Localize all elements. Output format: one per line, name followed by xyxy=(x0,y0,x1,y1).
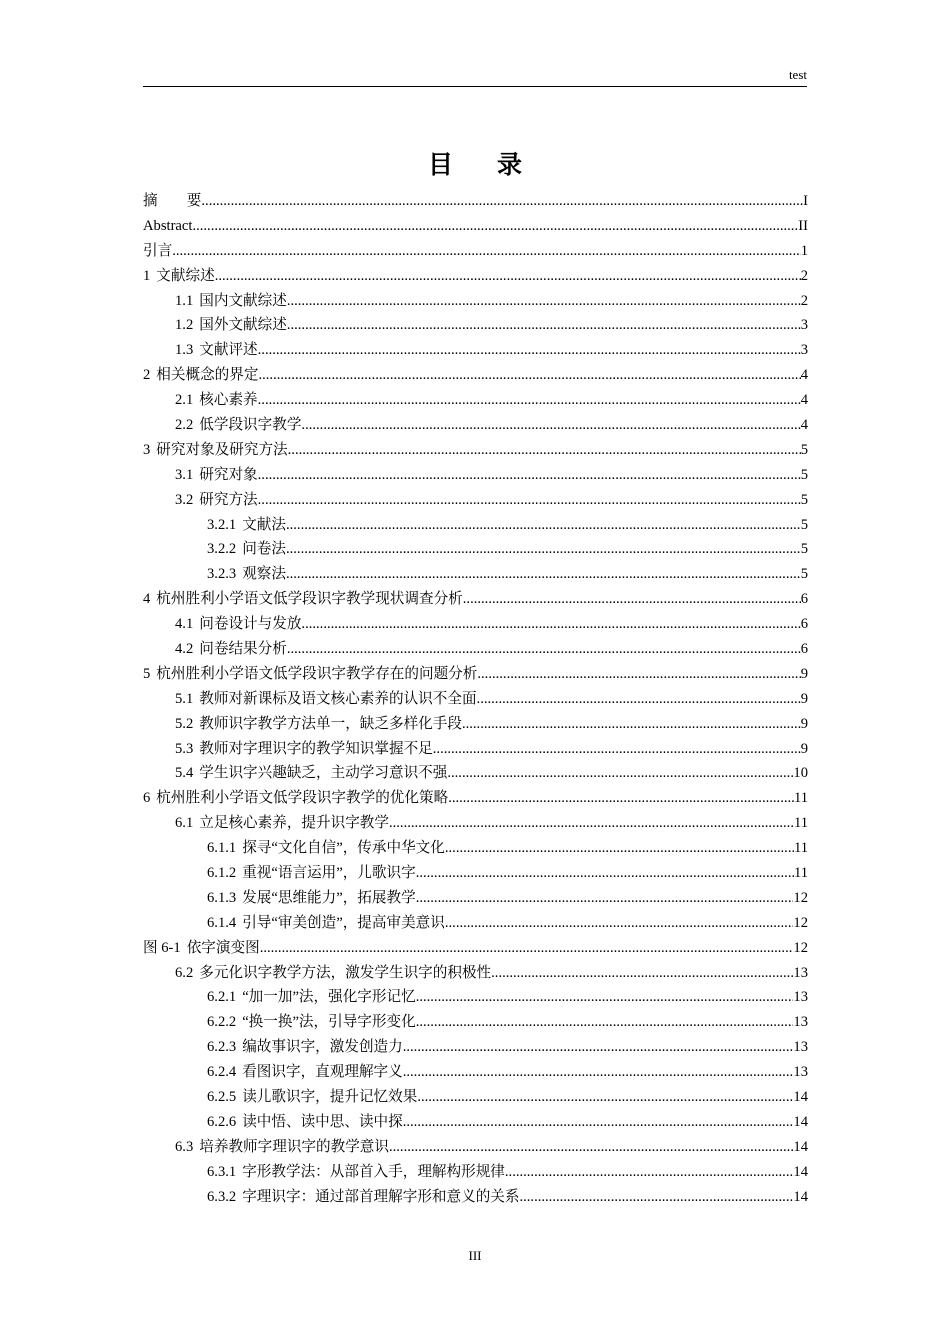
toc-entry-text: 字理识字：通过部首理解字形和意义的关系 xyxy=(242,1188,520,1205)
toc-entry-page: 9 xyxy=(800,740,808,757)
dot-leader xyxy=(445,911,794,936)
toc-entry[interactable] xyxy=(143,1060,808,1085)
toc-entry-label xyxy=(207,836,445,861)
toc-entry-text: 问卷设计与发放 xyxy=(199,616,302,633)
toc-entry-text: 读中悟、读中思、读中探 xyxy=(242,1113,403,1130)
toc-entry-text: 学生识字兴趣缺乏，主动学习意识不强 xyxy=(199,765,448,782)
toc-entry[interactable] xyxy=(143,1035,808,1060)
toc-entry[interactable] xyxy=(143,1160,808,1185)
toc-entry[interactable] xyxy=(143,363,808,388)
dot-leader xyxy=(287,289,801,314)
toc-entry-page: 5 xyxy=(800,516,808,533)
toc-entry-label xyxy=(175,463,258,488)
toc-entry-label xyxy=(175,811,389,836)
toc-entry-page: 14 xyxy=(793,1138,808,1155)
dot-leader xyxy=(416,861,794,886)
toc-entry-number: 图 6-1 xyxy=(143,939,181,956)
toc-entry-number: 3.2.1 xyxy=(207,516,237,533)
toc-entry-number: 3.2 xyxy=(175,491,194,508)
page-number: III xyxy=(468,1248,482,1263)
dot-leader xyxy=(447,761,793,786)
toc-entry-number: 5.3 xyxy=(175,740,194,757)
toc-entry-page: 12 xyxy=(793,939,808,956)
toc-entry-number: 6.3.2 xyxy=(207,1188,237,1205)
toc-entry-number: 5.4 xyxy=(175,765,194,782)
toc-entry[interactable] xyxy=(143,786,808,811)
toc-entry-number: 5.2 xyxy=(175,715,194,732)
toc-entry[interactable] xyxy=(143,1135,808,1160)
toc-entry[interactable] xyxy=(143,986,808,1011)
toc-entry[interactable] xyxy=(143,463,808,488)
toc-entry-number: 2 xyxy=(143,367,151,384)
toc-entry-text: 字形教学法：从部首入手，理解构形规律 xyxy=(242,1163,505,1180)
toc-entry-page: 12 xyxy=(793,914,808,931)
toc-entry-label xyxy=(143,363,258,388)
dot-leader xyxy=(433,737,801,762)
toc-entry-page: 11 xyxy=(793,865,808,882)
toc-entry[interactable] xyxy=(143,861,808,886)
dot-leader xyxy=(286,537,801,562)
toc-entry[interactable] xyxy=(143,189,808,214)
dot-leader xyxy=(287,637,801,662)
toc-entry-text: 引言 xyxy=(143,242,173,259)
toc-entry-number: 6.1.4 xyxy=(207,914,237,931)
toc-entry-text: 研究对象 xyxy=(199,466,258,483)
running-header: test xyxy=(788,67,807,82)
toc-entry[interactable] xyxy=(143,537,808,562)
toc-entry-number: 6.2.6 xyxy=(207,1113,237,1130)
toc-entry-label xyxy=(175,761,447,786)
dot-leader xyxy=(258,388,801,413)
toc-entry-page: 10 xyxy=(793,765,808,782)
dot-leader xyxy=(416,1010,794,1035)
toc-entry-text: 重视“语言运用”，儿歌识字 xyxy=(242,865,416,882)
toc-entry[interactable] xyxy=(143,488,808,513)
dot-leader xyxy=(258,488,801,513)
toc-entry-text: 探寻“文化自信”，传承中华文化 xyxy=(242,840,445,857)
toc-entry[interactable] xyxy=(143,413,808,438)
dot-leader xyxy=(477,662,800,687)
dot-leader xyxy=(286,562,801,587)
toc-entry-text: “加一加”法，强化字形记忆 xyxy=(242,989,416,1006)
toc-entry-label xyxy=(175,637,287,662)
toc-entry[interactable] xyxy=(143,811,808,836)
toc-entry-text: 杭州胜利小学语文低学段识字教学现状调查分析 xyxy=(156,591,463,608)
toc-entry-number: 5 xyxy=(143,665,151,682)
toc-entry-label xyxy=(175,737,433,762)
toc-entry-number: 2.2 xyxy=(175,417,194,433)
dot-leader xyxy=(463,587,801,612)
toc-entry-number: 6.3 xyxy=(175,1138,194,1155)
toc-entry-text: 教师对字理识字的教学知识掌握不足 xyxy=(199,740,433,757)
toc-entry-number: 4.2 xyxy=(175,641,194,658)
toc-entry-label xyxy=(143,189,201,214)
toc-entry-page: 5 xyxy=(800,441,808,458)
toc-entry-text: 文献法 xyxy=(242,516,286,533)
toc-entry-label xyxy=(143,214,192,239)
toc-entry-number: 6.1.3 xyxy=(207,889,237,906)
toc-entry-page: 3 xyxy=(800,317,808,334)
toc-entry[interactable] xyxy=(143,587,808,612)
toc-entry-text: 教师对新课标及语文核心素养的认识不全面 xyxy=(199,690,477,707)
toc-entry-number: 5.1 xyxy=(175,690,194,707)
toc-entry[interactable] xyxy=(143,836,808,861)
toc-entry-number: 6.1 xyxy=(175,815,194,832)
dot-leader xyxy=(519,1185,793,1210)
toc-entry[interactable] xyxy=(143,1085,808,1110)
toc-entry-number: 6.1.2 xyxy=(207,865,237,882)
toc-entry-page: 6 xyxy=(800,641,808,658)
toc-entry-text: 相关概念的界定 xyxy=(156,367,259,384)
dot-leader xyxy=(416,986,794,1011)
dot-leader xyxy=(301,612,800,637)
toc-entry-page: 11 xyxy=(793,840,808,857)
toc-entry-number: 6.3.1 xyxy=(207,1163,237,1180)
toc-entry-label xyxy=(175,712,462,737)
toc-entry-page: 13 xyxy=(793,1039,808,1056)
dot-leader xyxy=(258,338,801,363)
toc-entry-page: 2 xyxy=(800,292,808,309)
toc-entry-page: 2 xyxy=(800,267,808,284)
toc-entry-page: 3 xyxy=(800,342,808,359)
toc-entry-number: 6.2.1 xyxy=(207,989,237,1006)
toc-entry-text: 摘 要 xyxy=(143,192,202,209)
toc-entry-number: 6.2.4 xyxy=(207,1064,237,1081)
toc-entry-label xyxy=(175,1135,389,1160)
toc-entry-number: 1 xyxy=(143,267,151,284)
toc-entry-label xyxy=(207,562,286,587)
toc-entry-text: 引导“审美创造”，提高审美意识 xyxy=(242,914,445,931)
toc-entry-number: 3.2.3 xyxy=(207,566,237,583)
dot-leader xyxy=(260,936,794,961)
toc-entry[interactable] xyxy=(143,886,808,911)
toc-entry-text: 多元化识字教学方法，激发学生识字的积极性 xyxy=(199,964,492,981)
toc-entry-label xyxy=(175,961,491,986)
toc-entry-label xyxy=(143,786,448,811)
toc-entry-page: 13 xyxy=(793,989,808,1006)
toc-entry-number: 3.2.2 xyxy=(207,541,237,558)
toc-entry-label xyxy=(143,587,463,612)
toc-entry-text: “换一换”法，引导字形变化 xyxy=(242,1014,416,1031)
toc-entry[interactable] xyxy=(143,961,808,986)
toc-entry[interactable] xyxy=(143,313,808,338)
toc-entry-label xyxy=(143,264,215,289)
toc-entry[interactable] xyxy=(143,712,808,737)
dot-leader xyxy=(301,413,800,438)
toc-entry-text: 依字演变图 xyxy=(186,939,260,956)
toc-entry-number: 6 xyxy=(143,790,151,807)
toc-entry-text: 核心素养 xyxy=(199,392,258,409)
toc-entry-text: 杭州胜利小学语文低学段识字教学的优化策略 xyxy=(156,790,449,807)
toc-entry-label xyxy=(207,911,445,936)
toc-entry-page: 14 xyxy=(793,1089,808,1106)
toc-entry-text: 研究方法 xyxy=(199,491,258,508)
toc-entry-number: 6.1.1 xyxy=(207,840,237,857)
toc-entry-page: 5 xyxy=(800,491,808,508)
toc-entry[interactable] xyxy=(143,562,808,587)
toc-entry-text: 读儿歌识字，提升记忆效果 xyxy=(242,1089,418,1106)
toc-entry[interactable] xyxy=(143,214,808,239)
toc-entry-label xyxy=(175,687,477,712)
toc-entry-page: 14 xyxy=(793,1113,808,1130)
toc-entry[interactable] xyxy=(143,289,808,314)
dot-leader xyxy=(462,712,801,737)
table-of-contents xyxy=(143,189,808,1210)
toc-entry-page: 5 xyxy=(800,566,808,583)
toc-entry[interactable] xyxy=(143,737,808,762)
dot-leader xyxy=(477,687,801,712)
toc-entry[interactable] xyxy=(143,662,808,687)
dot-leader xyxy=(201,189,803,214)
toc-entry-text: 看图识字，直观理解字义 xyxy=(242,1064,403,1081)
toc-entry[interactable] xyxy=(143,1010,808,1035)
toc-entry-label xyxy=(207,513,286,538)
toc-entry-page: 4 xyxy=(800,392,808,409)
dot-leader xyxy=(416,886,794,911)
dot-leader xyxy=(403,1060,794,1085)
toc-entry[interactable] xyxy=(143,438,808,463)
dot-leader xyxy=(505,1160,794,1185)
toc-entry-page: 9 xyxy=(800,665,808,682)
toc-entry[interactable] xyxy=(143,264,808,289)
toc-entry-number: 4.1 xyxy=(175,616,194,633)
dot-leader xyxy=(403,1110,794,1135)
toc-entry[interactable] xyxy=(143,936,808,961)
dot-leader xyxy=(215,264,801,289)
toc-entry-page: 13 xyxy=(793,1064,808,1081)
toc-entry-label xyxy=(175,338,258,363)
toc-entry[interactable] xyxy=(143,637,808,662)
toc-entry-page: I xyxy=(803,192,808,209)
toc-entry-page: 11 xyxy=(793,790,808,807)
toc-entry-number: 6.2.5 xyxy=(207,1089,237,1106)
header-rule xyxy=(143,86,807,87)
dot-leader xyxy=(287,313,801,338)
toc-entry-label xyxy=(207,537,286,562)
toc-entry-page: 6 xyxy=(800,591,808,608)
dot-leader xyxy=(286,513,801,538)
toc-entry-number: 6.2 xyxy=(175,964,194,981)
toc-entry[interactable] xyxy=(143,687,808,712)
toc-entry-number: 4 xyxy=(143,591,151,608)
dot-leader xyxy=(389,1135,793,1160)
toc-entry-text: 国外文献综述 xyxy=(199,317,287,334)
toc-entry-text: 文献评述 xyxy=(199,342,258,359)
toc-entry-label xyxy=(143,662,477,687)
toc-entry-label xyxy=(207,1185,519,1210)
dot-leader xyxy=(389,811,794,836)
toc-entry-page: 4 xyxy=(800,367,808,384)
toc-entry-text: 教师识字教学方法单一，缺乏多样化手段 xyxy=(199,715,462,732)
dot-leader xyxy=(448,786,794,811)
dot-leader xyxy=(403,1035,794,1060)
toc-entry-text: 观察法 xyxy=(242,566,286,583)
toc-entry-page: 13 xyxy=(793,1014,808,1031)
toc-entry-label xyxy=(143,239,172,264)
dot-leader xyxy=(172,239,801,264)
toc-entry-text: 文献综述 xyxy=(156,267,215,284)
toc-entry-label xyxy=(207,1085,417,1110)
toc-entry-page: 11 xyxy=(793,815,808,832)
page-title: 目录 xyxy=(427,152,566,179)
dot-leader xyxy=(258,463,801,488)
toc-entry-label xyxy=(175,313,287,338)
dot-leader xyxy=(417,1085,793,1110)
toc-entry-page: 1 xyxy=(800,242,808,259)
toc-entry-page: 5 xyxy=(800,466,808,483)
toc-entry-page: 12 xyxy=(793,889,808,906)
toc-entry[interactable] xyxy=(143,911,808,936)
toc-entry-text: 研究对象及研究方法 xyxy=(156,441,288,458)
dot-leader xyxy=(491,961,793,986)
toc-entry-label xyxy=(175,413,301,438)
toc-entry-page: 9 xyxy=(800,690,808,707)
dot-leader xyxy=(192,214,798,239)
toc-entry-label xyxy=(207,1010,416,1035)
toc-entry-text: Abstract xyxy=(143,217,193,234)
toc-entry-page: 9 xyxy=(800,715,808,732)
toc-entry-text: 编故事识字，激发创造力 xyxy=(242,1039,403,1056)
toc-entry-label xyxy=(175,488,258,513)
toc-entry-number: 2.1 xyxy=(175,392,194,409)
toc-entry-number: 1.2 xyxy=(175,317,194,334)
toc-entry-label xyxy=(207,886,416,911)
toc-entry-label xyxy=(207,1160,505,1185)
toc-entry[interactable] xyxy=(143,1185,808,1210)
toc-entry-page: 5 xyxy=(800,541,808,558)
toc-entry-text: 发展“思维能力”，拓展教学 xyxy=(242,889,416,906)
toc-entry-number: 1.3 xyxy=(175,342,194,359)
toc-entry-number: 1.1 xyxy=(175,292,194,309)
toc-entry[interactable] xyxy=(143,513,808,538)
toc-entry-label xyxy=(175,289,287,314)
toc-entry[interactable] xyxy=(143,388,808,413)
toc-entry-label xyxy=(207,1110,403,1135)
toc-entry-page: 6 xyxy=(800,616,808,633)
dot-leader xyxy=(258,363,800,388)
toc-entry-text: 问卷结果分析 xyxy=(199,641,287,658)
toc-entry-label xyxy=(143,438,288,463)
toc-entry-page: 14 xyxy=(793,1188,808,1205)
toc-entry-number: 3 xyxy=(143,441,151,458)
toc-entry-text: 立足核心素养，提升识字教学 xyxy=(199,815,389,832)
toc-entry-page: 13 xyxy=(793,964,808,981)
toc-entry-label xyxy=(207,986,416,1011)
toc-entry[interactable] xyxy=(143,239,808,264)
toc-entry-text: 培养教师字理识字的教学意识 xyxy=(199,1138,389,1155)
toc-entry-page: 14 xyxy=(793,1163,808,1180)
toc-entry-label xyxy=(175,612,301,637)
toc-entry-number: 6.2.2 xyxy=(207,1014,237,1031)
toc-entry[interactable] xyxy=(143,1110,808,1135)
dot-leader xyxy=(288,438,801,463)
toc-entry-label xyxy=(207,861,416,886)
toc-entry-label xyxy=(207,1035,403,1060)
toc-entry-page: II xyxy=(798,217,808,234)
toc-entry[interactable] xyxy=(143,761,808,786)
toc-entry-text: 国内文献综述 xyxy=(199,292,287,309)
toc-entry-text: 低学段识字教学 xyxy=(199,417,302,433)
toc-entry-text: 杭州胜利小学语文低学段识字教学存在的问题分析 xyxy=(156,665,478,682)
toc-entry-page: 4 xyxy=(800,417,808,433)
toc-entry-label xyxy=(175,388,258,413)
toc-entry-number: 3.1 xyxy=(175,466,194,483)
toc-entry-text: 问卷法 xyxy=(242,541,286,558)
toc-entry[interactable] xyxy=(143,612,808,637)
dot-leader xyxy=(445,836,794,861)
toc-entry[interactable] xyxy=(143,338,808,363)
toc-entry-number: 6.2.3 xyxy=(207,1039,237,1056)
toc-entry-label xyxy=(143,936,260,961)
toc-entry-label xyxy=(207,1060,403,1085)
